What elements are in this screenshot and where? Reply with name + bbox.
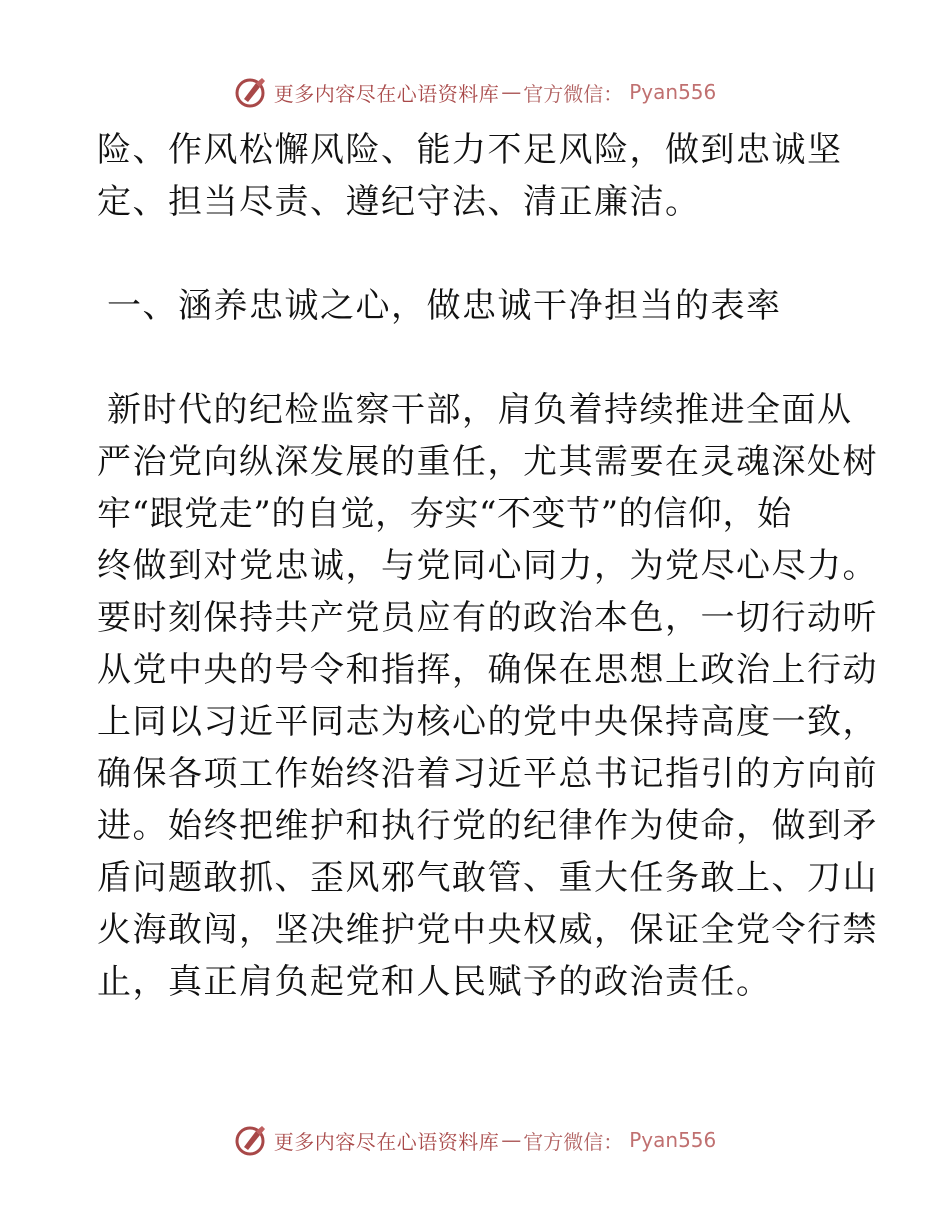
body-line: 终做到对党忠诚，与党同心同力，为党尽心尽力。 — [97, 546, 878, 586]
watermark-wechat-id: Pyan556 — [629, 80, 717, 104]
body-line: 上同以习近平同志为核心的党中央保持高度一致， — [97, 702, 878, 742]
body-line: 进。始终把维护和执行党的纪律作为使命，做到矛 — [97, 806, 878, 846]
body-line: 从党中央的号令和指挥，确保在思想上政治上行动 — [97, 650, 878, 690]
footer-watermark — [0, 1120, 950, 1160]
watermark-dash: — — [501, 1128, 522, 1152]
watermark-text: 更多内容尽在心语资料库 — [273, 1129, 500, 1154]
body-line: 要时刻保持共产党员应有的政治本色，一切行动听 — [97, 598, 878, 638]
body-line: 牢“跟党走”的自觉，夯实“不变节”的信仰，始 — [97, 494, 792, 534]
body-line: 险、作风松懈风险、能力不足风险，做到忠诚坚 — [97, 130, 843, 170]
watermark-wechat-id: Pyan556 — [629, 1128, 717, 1152]
body-line: 止，真正肩负起党和人民赋予的政治责任。 — [97, 962, 772, 1002]
body-line: 定、担当尽责、遵纪守法、清正廉洁。 — [97, 182, 701, 222]
section-heading: 一、涵养忠诚之心，做忠诚干净担当的表率 — [107, 286, 782, 326]
watermark-wechat-label: 官方微信： — [523, 81, 624, 106]
blank-line — [97, 228, 857, 280]
body-line: 确保各项工作始终沿着习近平总书记指引的方向前 — [97, 754, 878, 794]
body-line: 火海敢闯，坚决维护党中央权威，保证全党令行禁 — [97, 910, 878, 950]
watermark-wechat-label: 官方微信： — [523, 1129, 624, 1154]
body-line: 盾问题敢抓、歪风邪气敢管、重大任务敢上、刀山 — [97, 858, 878, 898]
body-line: 新时代的纪检监察干部，肩负着持续推进全面从 — [107, 390, 853, 430]
blank-line — [97, 332, 857, 384]
pen-nib-logo-icon — [234, 1123, 268, 1157]
header-watermark — [0, 72, 950, 112]
pen-nib-logo-icon — [234, 75, 268, 109]
body-line: 严治党向纵深发展的重任，尤其需要在灵魂深处树 — [97, 442, 878, 482]
watermark-text: 更多内容尽在心语资料库 — [273, 81, 500, 106]
document-body — [97, 124, 878, 1008]
watermark-dash: — — [501, 80, 522, 104]
